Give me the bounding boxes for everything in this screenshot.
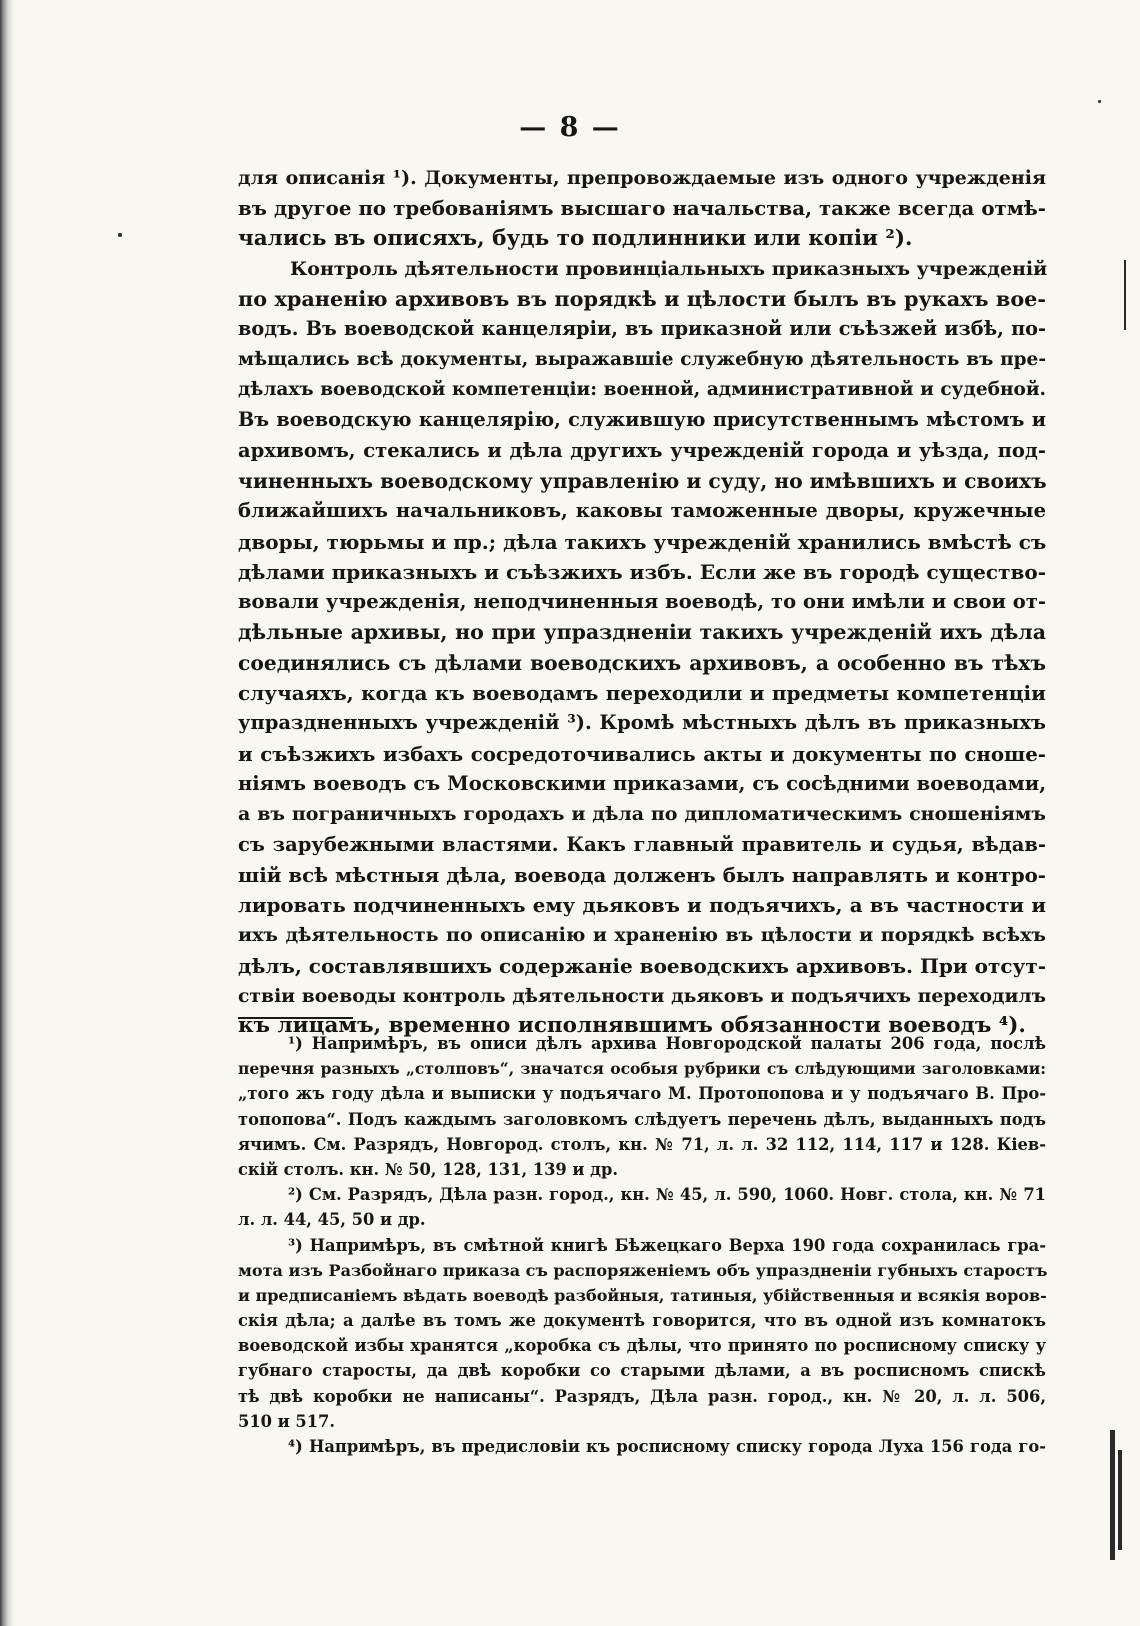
text-line: случаяхъ, когда къ воеводамъ переходили и предметы компетенціи xyxy=(238,681,1046,706)
text-line: дворы, тюрьмы и пр.; дѣла такихъ учрежденій хранились вмѣстѣ съ xyxy=(238,529,1047,554)
scan-speck xyxy=(1098,100,1101,103)
text-line: лировать подчиненныхъ ему дьяковъ и подъячихъ, а въ частности и xyxy=(238,893,1046,918)
footnote-line: губнаго старосты, да двѣ коробки со старыми дѣлами, а въ росписномъ спискѣ xyxy=(238,1361,1046,1381)
text-line: ствіи воеводы контроль дѣятельности дьяковъ и подъячихъ переходилъ xyxy=(238,985,1046,1008)
footnote-line: тѣ двѣ коробки не написаны“. Разрядъ, Дѣла разн. город., кн. № 20, л. л. 506, xyxy=(238,1386,1046,1406)
footnote-line: ячимъ. См. Разрядъ, Новгород. столъ, кн. № 71, л. л. 32 112, 114, 117 и 128. Кіев- xyxy=(238,1134,1046,1154)
text-line: упраздненныхъ учрежденій ³). Кромѣ мѣстныхъ дѣлъ въ приказныхъ xyxy=(238,711,1046,735)
text-line: къ лицамъ, временно исполнявшимъ обязанности воеводъ ⁴). xyxy=(238,1013,1026,1039)
text-line: водъ. Въ воеводской канцеляріи, въ приказной или съѣзжей избѣ, по- xyxy=(238,317,1046,341)
scan-speck xyxy=(118,233,122,237)
text-line: Контроль дѣятельности провинціальныхъ приказныхъ учрежденій xyxy=(290,257,1048,280)
footnote-line: ³) Напримѣръ, въ смѣтной книгѣ Бѣжецкаго Верха 190 года сохранилась гра- xyxy=(288,1235,1046,1255)
text-line: Въ воеводскую канцелярію, служившую присутственнымъ мѣстомъ и xyxy=(238,408,1046,432)
footnote-line: и предписаніемъ вѣдать воеводѣ разбойныя, татиныя, убійственныя и всякія воров- xyxy=(238,1285,1047,1305)
footnote-line: ¹) Напримѣръ, въ описи дѣлъ архива Новгородской палаты 206 года, послѣ xyxy=(288,1034,1046,1053)
footnote-line: 510 и 517. xyxy=(238,1411,336,1431)
footnote-separator xyxy=(238,1017,353,1019)
footnote-line: ²) См. Разрядъ, Дѣла разн. город., кн. № 45, л. 590, 1060. Новг. стола, кн. № 71 xyxy=(288,1185,1046,1205)
text-line: архивомъ, стекались и дѣла другихъ учрежденій города и уѣзда, под- xyxy=(238,438,1046,462)
footnote-line: ⁴) Напримѣръ, въ предисловіи къ росписному списку города Луха 156 года го- xyxy=(288,1437,1046,1456)
text-line: дѣлами приказныхъ и съѣзжихъ избъ. Если же въ городѣ существо- xyxy=(238,559,1046,584)
text-line: чиненныхъ воеводскому управленію и суду, но имѣвшихъ и своихъ xyxy=(238,468,1047,493)
text-line: ніямъ воеводъ съ Московскими приказами, съ сосѣдними воеводами, xyxy=(238,771,1046,795)
footnote-line: л. л. 44, 45, 50 и др. xyxy=(238,1210,426,1230)
text-line: по храненію архивовъ въ порядкѣ и цѣлости былъ въ рукахъ вое- xyxy=(238,287,1046,312)
scan-binding-edge xyxy=(0,0,14,1626)
text-line: а въ пограничныхъ городахъ и дѣла по дипломатическимъ сношеніямъ xyxy=(238,803,1046,826)
text-line: дѣлъ, составлявшихъ содержаніе воеводскихъ архивовъ. При отсут- xyxy=(238,953,1047,978)
text-line: соединялись съ дѣлами воеводскихъ архивовъ, а особенно въ тѣхъ xyxy=(238,650,1046,675)
text-line: ихъ дѣятельность по описанію и храненію въ цѣлости и порядкѣ всѣхъ xyxy=(238,924,1046,947)
text-line: дѣлахъ воеводской компетенціи: военной, административной и судебной. xyxy=(238,379,1046,401)
footnote-line: перечня разныхъ „столповъ“, значатся особыя рубрики съ слѣдующими заголовками: xyxy=(238,1059,1046,1079)
footnotes xyxy=(238,1031,1046,1459)
text-line: чались въ описяхъ, будь то подлинники или копіи ²). xyxy=(238,225,913,251)
page-number: — 8 — xyxy=(519,112,621,143)
footnote-line: „того жъ году дѣла и выписки у подъячаго М. Протопопова и у подъячаго В. Про- xyxy=(238,1084,1046,1104)
text-line: мѣщались всѣ документы, выражавшіе служебную дѣятельность въ пре- xyxy=(238,348,1046,370)
scan-speck xyxy=(1118,1450,1122,1550)
text-line: съ зарубежными властями. Какъ главный правитель и судья, вѣдав- xyxy=(238,832,1046,856)
scan-speck xyxy=(1124,260,1126,330)
text-line: шій всѣ мѣстныя дѣла, воевода долженъ былъ направлять и контро- xyxy=(238,862,1046,887)
body-text xyxy=(238,163,1046,1042)
text-line: для описанія ¹). Документы, препровождаемые изъ одного учрежденія xyxy=(238,167,1046,189)
footnote-line: скій столъ. кн. № 50, 128, 131, 139 и др. xyxy=(238,1159,619,1179)
footnote-line: мота изъ Разбойнаго приказа съ распоряженіемъ объ упраздненіи губныхъ старостъ xyxy=(238,1260,1048,1280)
text-line: вовали учрежденія, неподчиненныя воеводѣ, то они имѣли и свои от- xyxy=(238,590,1046,614)
scan-speck xyxy=(1110,1430,1115,1560)
footnote-line: воеводской избы хранятся „коробка съ дѣлы, что принято по росписному списку у xyxy=(238,1336,1046,1356)
text-line: и съѣзжихъ избахъ сосредоточивались акты и документы по сноше- xyxy=(238,741,1046,766)
text-line: въ другое по требованіямъ высшаго начальства, также всегда отмѣ- xyxy=(238,196,1046,221)
text-line: дѣльные архивы, но при упраздненіи такихъ учрежденій ихъ дѣла xyxy=(238,620,1046,645)
footnote-line: топопова“. Подъ каждымъ заголовкомъ слѣдуетъ перечень дѣлъ, выданныхъ подъ xyxy=(238,1109,1046,1129)
text-line: ближайшихъ начальниковъ, каковы таможенные дворы, кружечные xyxy=(238,499,1046,523)
footnote-line: скія дѣла; а далѣе въ томъ же документѣ говорится, что въ одной изъ комнатокъ xyxy=(238,1311,1046,1331)
